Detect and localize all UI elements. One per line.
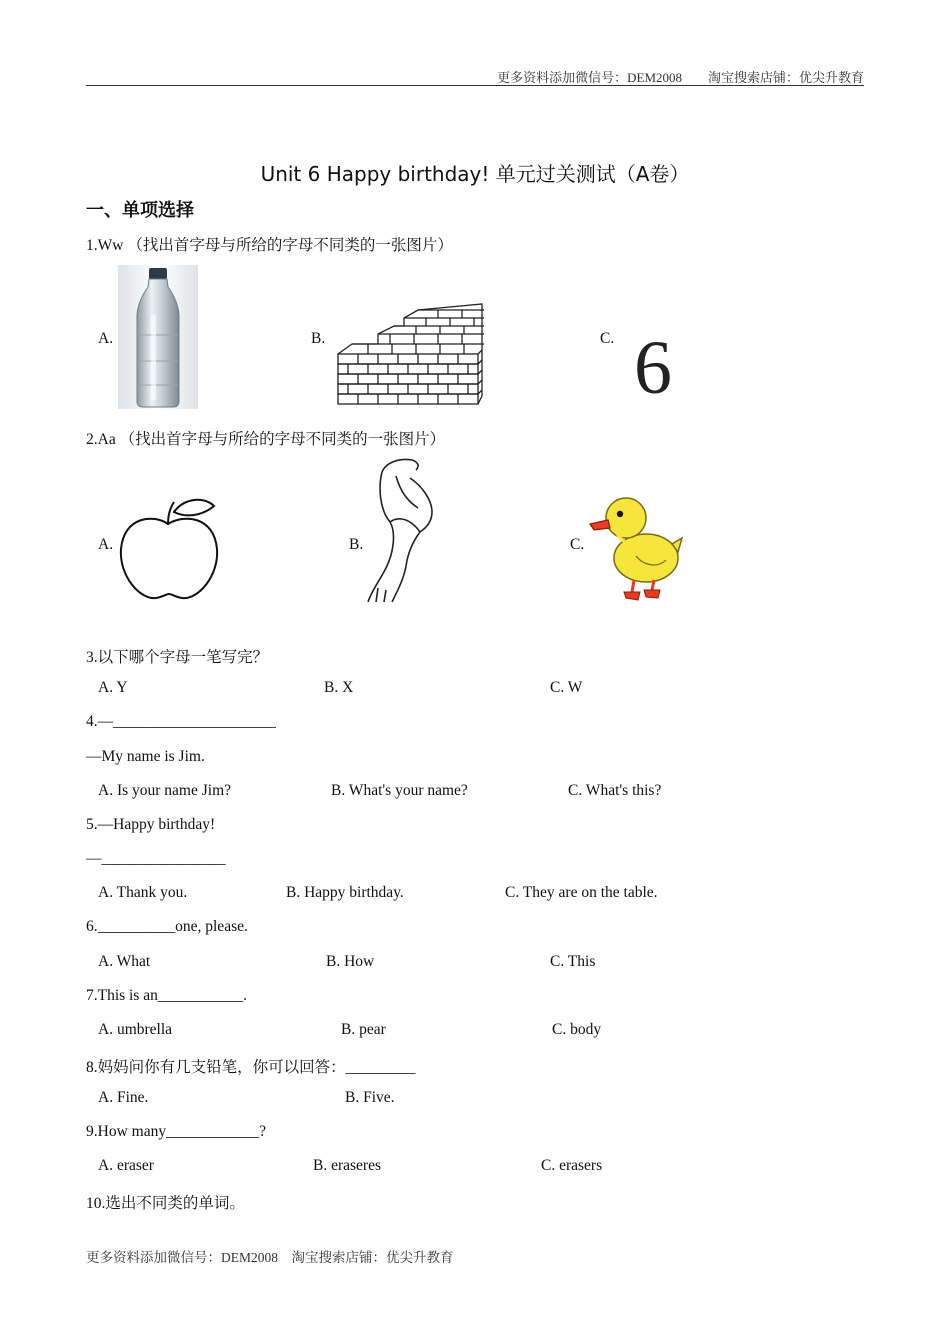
question-6-stem: 6.__________one, please. <box>86 918 248 935</box>
question-5-stem: 5.—Happy birthday! <box>86 816 216 833</box>
duck-image <box>588 488 684 602</box>
question-7-stem: 7.This is an___________. <box>86 987 248 1004</box>
question-9-option-a: A. eraser <box>98 1157 154 1174</box>
question-8-stem: 8.妈妈问你有几支铅笔，你可以回答：_________ <box>86 1059 416 1076</box>
page-title: Unit 6 Happy birthday! 单元过关测试（A卷） <box>260 162 690 186</box>
question-7-option-a: A. umbrella <box>98 1021 173 1038</box>
question-8-option-b: B. Five. <box>345 1089 395 1106</box>
question-2-option-b: B. <box>349 536 364 553</box>
question-2-option-c: C. <box>570 536 585 553</box>
question-3-option-b: B. X <box>324 679 354 696</box>
question-6-option-a: A. What <box>98 953 151 970</box>
question-4-option-c: C. What's this? <box>568 782 662 799</box>
question-1-option-c: C. <box>600 330 615 347</box>
question-1-option-a: A. <box>98 330 114 347</box>
number-six-image: 6 <box>634 326 672 410</box>
header-divider <box>86 85 864 86</box>
arm-image <box>366 456 438 604</box>
question-5-option-b: B. Happy birthday. <box>286 884 404 901</box>
question-2-option-a: A. <box>98 536 114 553</box>
question-5-line-2: —________________ <box>86 850 226 867</box>
question-8-option-a: A. Fine. <box>98 1089 149 1106</box>
question-6-option-b: B. How <box>326 953 375 970</box>
question-4-line-2: —My name is Jim. <box>86 748 205 765</box>
question-9-option-c: C. erasers <box>541 1157 603 1174</box>
question-5-option-c: C. They are on the table. <box>505 884 658 901</box>
apple-image <box>116 494 222 602</box>
question-9-option-b: B. eraseres <box>313 1157 381 1174</box>
question-3-stem: 3.以下哪个字母一笔写完？ <box>86 649 269 666</box>
question-3-option-a: A. Y <box>98 679 128 696</box>
question-7-option-c: C. body <box>552 1021 602 1038</box>
question-4-stem: 4.—_____________________ <box>86 713 276 730</box>
question-4-option-a: A. Is your name Jim? <box>98 782 232 799</box>
brick-wall-image <box>334 300 484 408</box>
question-2-stem: 2.Aa （找出首字母与所给的字母不同类的一张图片） <box>86 431 446 448</box>
question-10-stem: 10.选出不同类的单词。 <box>86 1195 245 1212</box>
question-3-option-c: C. W <box>550 679 583 696</box>
page-header: 更多资料添加微信号：DEM2008 淘宝搜索店铺：优尖升教育 <box>497 70 864 85</box>
question-7-option-b: B. pear <box>341 1021 386 1038</box>
question-9-stem: 9.How many____________? <box>86 1123 266 1140</box>
question-6-option-c: C. This <box>550 953 596 970</box>
question-1-option-b: B. <box>311 330 326 347</box>
question-4-option-b: B. What's your name? <box>331 782 468 799</box>
water-bottle-image <box>118 265 198 409</box>
question-5-option-a: A. Thank you. <box>98 884 188 901</box>
section-heading: 一、单项选择 <box>86 200 194 221</box>
page-footer: 更多资料添加微信号：DEM2008 淘宝搜索店铺：优尖升教育 <box>86 1250 454 1265</box>
question-1-stem: 1.Ww （找出首字母与所给的字母不同类的一张图片） <box>86 237 453 254</box>
